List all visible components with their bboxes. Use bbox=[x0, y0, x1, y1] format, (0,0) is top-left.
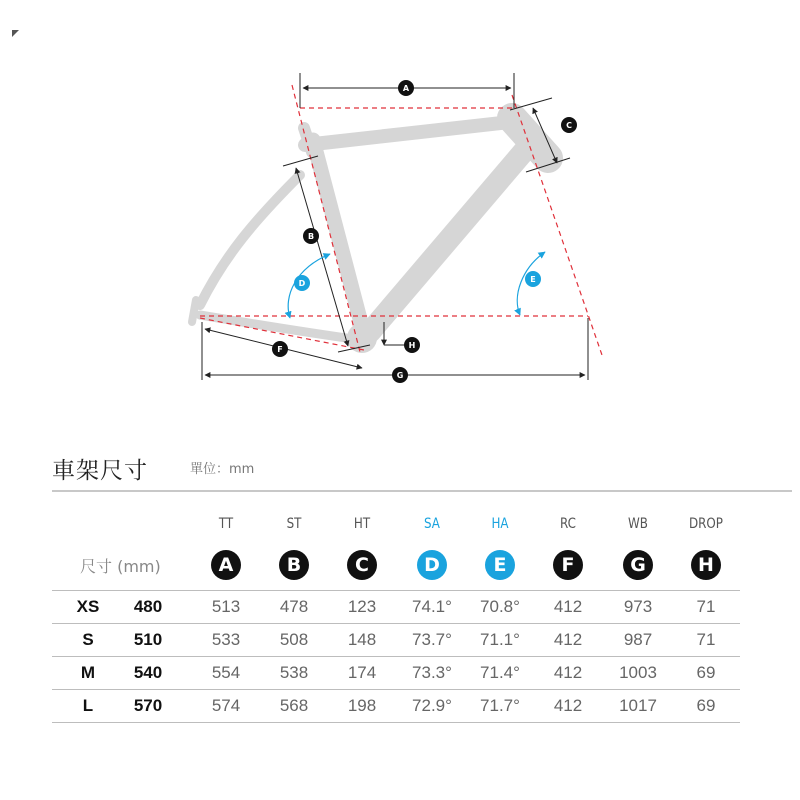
cell-drop: 69 bbox=[696, 696, 716, 715]
size-mm: 570 bbox=[133, 696, 163, 715]
cell-wb: 1017 bbox=[619, 696, 657, 715]
callout-f bbox=[272, 341, 288, 357]
badge-b: B bbox=[279, 550, 309, 580]
column-header-tt: TT bbox=[218, 516, 234, 532]
table-body bbox=[52, 590, 792, 723]
callout-b bbox=[303, 228, 319, 244]
bike-frame-shape bbox=[192, 118, 548, 353]
cell-ha: 71.4° bbox=[480, 663, 520, 682]
unit-label: 單位：mm bbox=[190, 462, 255, 477]
cell-ht: 198 bbox=[347, 696, 377, 715]
cell-ha: 70.8° bbox=[480, 597, 520, 616]
size-code: M bbox=[80, 663, 96, 682]
cell-ht: 148 bbox=[347, 630, 377, 649]
cell-tt: 513 bbox=[211, 597, 241, 616]
cell-tt: 533 bbox=[211, 630, 241, 649]
callout-e bbox=[525, 271, 541, 287]
cell-ht: 123 bbox=[347, 597, 377, 616]
cell-st: 568 bbox=[279, 696, 309, 715]
svg-text:D: D bbox=[298, 279, 306, 288]
callout-g bbox=[392, 367, 408, 383]
badge-cell-c bbox=[332, 540, 392, 590]
cell-st: 508 bbox=[279, 630, 309, 649]
cell-st: 538 bbox=[279, 663, 309, 682]
cell-rc: 412 bbox=[553, 663, 583, 682]
badge-d: D bbox=[417, 550, 447, 580]
badge-cell-g bbox=[608, 540, 668, 590]
badge-cell-e bbox=[470, 540, 530, 590]
badge-c: C bbox=[347, 550, 377, 580]
svg-text:B: B bbox=[307, 232, 315, 241]
cell-sa: 74.1° bbox=[412, 597, 452, 616]
table-header-row bbox=[52, 508, 740, 540]
cell-ha: 71.1° bbox=[480, 630, 520, 649]
column-header-sa: SA bbox=[424, 516, 440, 532]
badge-cell-f bbox=[538, 540, 598, 590]
badge-f: F bbox=[553, 550, 583, 580]
page-title: 車架尺寸 bbox=[52, 458, 148, 484]
svg-text:C: C bbox=[566, 121, 572, 130]
cell-ht: 174 bbox=[347, 663, 377, 682]
cell-tt: 574 bbox=[211, 696, 241, 715]
geometry-table bbox=[52, 508, 792, 723]
size-code: L bbox=[82, 696, 94, 715]
size-mm: 480 bbox=[133, 597, 163, 616]
badge-cell-a bbox=[196, 540, 256, 590]
svg-text:F: F bbox=[277, 345, 283, 354]
size-code: XS bbox=[76, 597, 100, 616]
callout-c bbox=[561, 117, 577, 133]
size-mm: 540 bbox=[133, 663, 163, 682]
cell-tt: 554 bbox=[211, 663, 241, 682]
cell-ha: 71.7° bbox=[480, 696, 520, 715]
cell-st: 478 bbox=[279, 597, 309, 616]
size-unit-header: 尺寸 (mm) bbox=[80, 556, 161, 576]
table-row bbox=[52, 690, 740, 723]
cell-sa: 73.3° bbox=[412, 663, 452, 682]
badge-h: H bbox=[691, 550, 721, 580]
badge-a: A bbox=[211, 550, 241, 580]
callout-d bbox=[294, 275, 310, 291]
badge-cell-h bbox=[676, 540, 736, 590]
svg-text:E: E bbox=[530, 275, 536, 284]
badge-e: E bbox=[485, 550, 515, 580]
cell-rc: 412 bbox=[553, 597, 583, 616]
cell-drop: 69 bbox=[696, 663, 716, 682]
badge-cell-d bbox=[402, 540, 462, 590]
title-divider bbox=[52, 490, 792, 492]
table-badge-row bbox=[52, 540, 740, 590]
cell-wb: 973 bbox=[623, 597, 653, 616]
cell-sa: 72.9° bbox=[412, 696, 452, 715]
size-mm: 510 bbox=[133, 630, 163, 649]
column-header-drop: DROP bbox=[689, 516, 723, 532]
column-header-wb: WB bbox=[628, 516, 648, 532]
column-header-ht: HT bbox=[353, 516, 371, 532]
column-header-ha: HA bbox=[491, 516, 509, 532]
column-header-st: ST bbox=[286, 516, 302, 532]
badge-g: G bbox=[623, 550, 653, 580]
table-row bbox=[52, 657, 740, 690]
table-row bbox=[52, 590, 740, 624]
cell-sa: 73.7° bbox=[412, 630, 452, 649]
table-row bbox=[52, 624, 740, 657]
cell-rc: 412 bbox=[553, 696, 583, 715]
badge-cell-b bbox=[264, 540, 324, 590]
cell-rc: 412 bbox=[553, 630, 583, 649]
svg-text:G: G bbox=[396, 371, 404, 380]
svg-text:H: H bbox=[408, 341, 416, 350]
cell-drop: 71 bbox=[696, 597, 716, 616]
size-code: S bbox=[82, 630, 94, 649]
column-header-rc: RC bbox=[560, 516, 576, 532]
cell-wb: 1003 bbox=[619, 663, 657, 682]
cell-drop: 71 bbox=[696, 630, 716, 649]
svg-text:A: A bbox=[402, 84, 410, 93]
cell-wb: 987 bbox=[623, 630, 653, 649]
callout-a bbox=[398, 80, 414, 96]
callout-h bbox=[404, 337, 420, 353]
